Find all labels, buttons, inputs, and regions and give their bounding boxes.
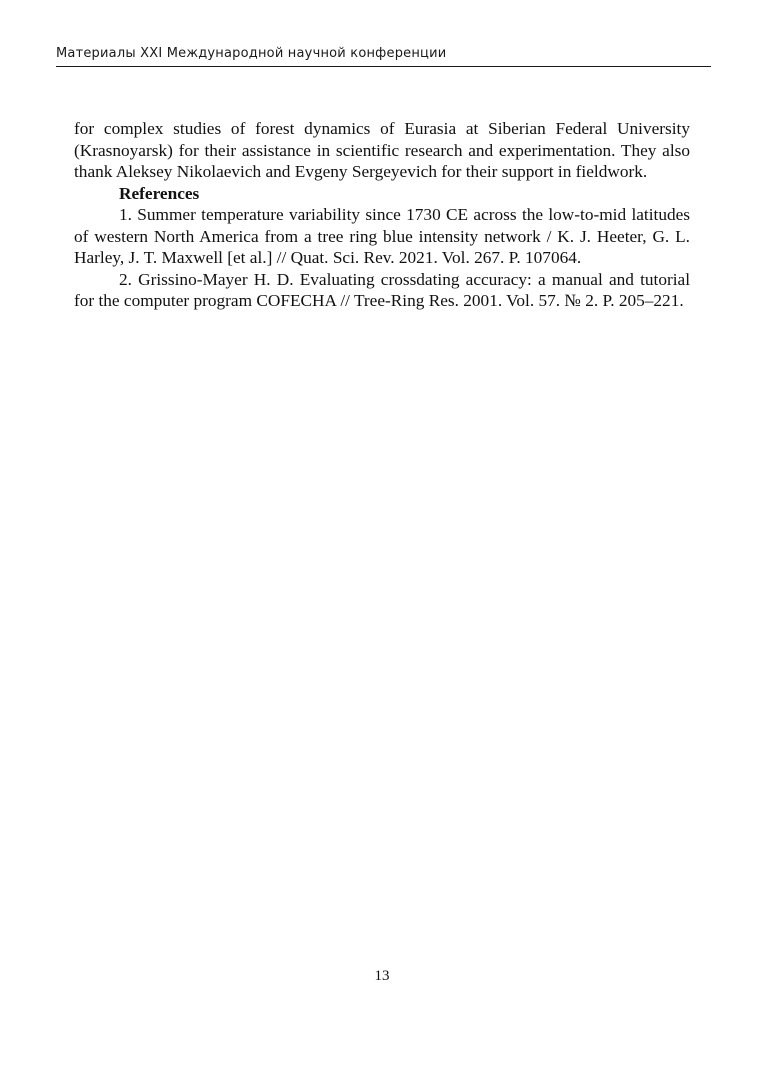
acknowledgement-paragraph: for complex studies of forest dynamics of Eurasia at Siberian Federal University (Krasnoyarsk) for their assistance in scientific research and experimentation. They also thank Aleksey Nikolaevich and Evgeny Sergeyevich for their support in fieldwork. bbox=[74, 119, 690, 181]
header-divider bbox=[56, 66, 711, 67]
references-heading: References bbox=[119, 183, 200, 203]
reference-item-1: 1. Summer temperature variability since 1730 CE across the low-to-mid latitudes of western North America from a tree ring blue intensity network / K. J. Heeter, G. L. Harley, J. T. Maxwell [et al.] // Quat. Sci. Rev. 2021. Vol. 267. P. 107064. bbox=[74, 205, 690, 267]
main-text-block bbox=[74, 118, 690, 312]
page-number: 13 bbox=[374, 968, 390, 984]
reference-item-2: 2. Grissino-Mayer H. D. Evaluating crossdating accuracy: a manual and tutorial for the computer program COFECHA // Tree-Ring Res. 2001. Vol. 57. № 2. P. 205–221. bbox=[74, 269, 690, 310]
running-header-title: Материалы XXI Международной научной конференции bbox=[56, 46, 447, 61]
